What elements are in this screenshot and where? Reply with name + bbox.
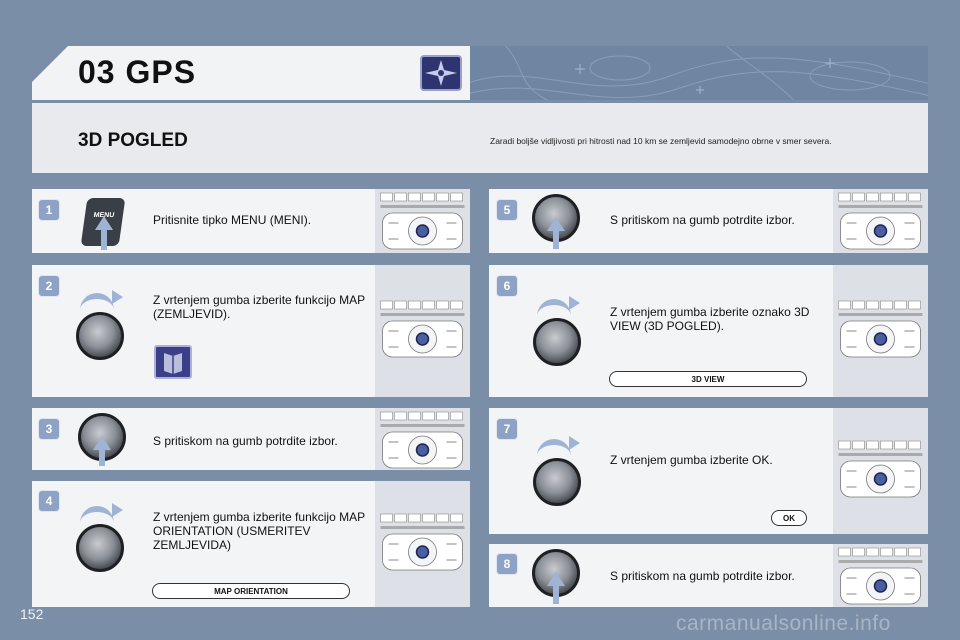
press-arrow-stem: [99, 448, 105, 466]
map-orientation-pill: MAP ORIENTATION: [152, 583, 350, 599]
rotate-arrow-tip-icon: [569, 296, 580, 310]
topographic-pattern: [470, 46, 928, 100]
press-arrow-stem: [553, 584, 559, 604]
header-map-banner: [470, 46, 928, 100]
map-book-icon: [154, 345, 192, 379]
rotary-knob-icon: [533, 458, 581, 506]
watermark: carmanualsonline.info: [676, 612, 891, 635]
press-arrow-icon: [95, 216, 113, 230]
gps-crosshair-icon: [420, 55, 462, 91]
rotary-knob-icon: [533, 318, 581, 366]
step-8-text: S pritiskom na gumb potrdite izbor.: [610, 569, 795, 583]
step-3-control-image: [375, 408, 470, 470]
step-badge-3: 3: [38, 418, 60, 440]
step-4-control-image: [375, 481, 470, 607]
console-diagram-icon: [375, 265, 470, 397]
3d-view-pill: 3D VIEW: [609, 371, 807, 387]
press-arrow-stem: [101, 228, 107, 250]
step-2-text: Z vrtenjem gumba izberite funkcijo MAP (ZEMLJEVID).: [153, 293, 365, 321]
step-1-text: Pritisnite tipko MENU (MENI).: [153, 213, 312, 227]
console-diagram-icon: [833, 189, 928, 253]
console-diagram-icon: [375, 481, 470, 607]
section-note: Zaradi boljše vidljivosti pri hitrosti nad 10 km se zemljevid samodejno obrne v smer severa.: [490, 136, 832, 146]
rotary-knob-icon: [76, 524, 124, 572]
step-1-control-image: [375, 189, 470, 253]
rotate-arrow-tip-icon: [112, 290, 123, 304]
step-6-control-image: [833, 265, 928, 397]
rotate-arrow-tip-icon: [112, 503, 123, 517]
step-badge-8: 8: [496, 553, 518, 575]
step-badge-5: 5: [496, 199, 518, 221]
step-2-control-image: [375, 265, 470, 397]
section-title: 3D POGLED: [78, 130, 188, 151]
step-5-text: S pritiskom na gumb potrdite izbor.: [610, 213, 795, 227]
step-badge-7: 7: [496, 418, 518, 440]
console-diagram-icon: [833, 265, 928, 397]
step-badge-6: 6: [496, 275, 518, 297]
console-diagram-icon: [833, 408, 928, 534]
step-5-control-image: [833, 189, 928, 253]
console-diagram-icon: [375, 189, 470, 253]
step-badge-1: 1: [38, 199, 60, 221]
console-diagram-icon: [833, 544, 928, 607]
step-4-text: Z vrtenjem gumba izberite funkcijo MAP ORIENTATION (USMERITEV ZEMLJEVIDA): [153, 510, 365, 552]
step-8-control-image: [833, 544, 928, 607]
press-arrow-stem: [553, 229, 559, 249]
ok-pill: OK: [771, 510, 807, 526]
step-7-text: Z vrtenjem gumba izberite OK.: [610, 453, 773, 467]
menu-button-label: MENU: [93, 212, 115, 219]
chapter-title: 03 GPS: [78, 54, 197, 90]
press-arrow-icon: [547, 572, 565, 586]
press-arrow-icon: [93, 436, 111, 450]
step-badge-2: 2: [38, 275, 60, 297]
rotate-arrow-tip-icon: [569, 436, 580, 450]
step-6-text: Z vrtenjem gumba izberite oznako 3D VIEW (3D POGLED).: [610, 305, 810, 333]
rotary-knob-icon: [76, 312, 124, 360]
step-3-text: S pritiskom na gumb potrdite izbor.: [153, 434, 338, 448]
press-arrow-icon: [547, 217, 565, 231]
step-7-control-image: [833, 408, 928, 534]
console-diagram-icon: [375, 408, 470, 470]
page-number: 152: [20, 606, 44, 622]
step-badge-4: 4: [38, 490, 60, 512]
